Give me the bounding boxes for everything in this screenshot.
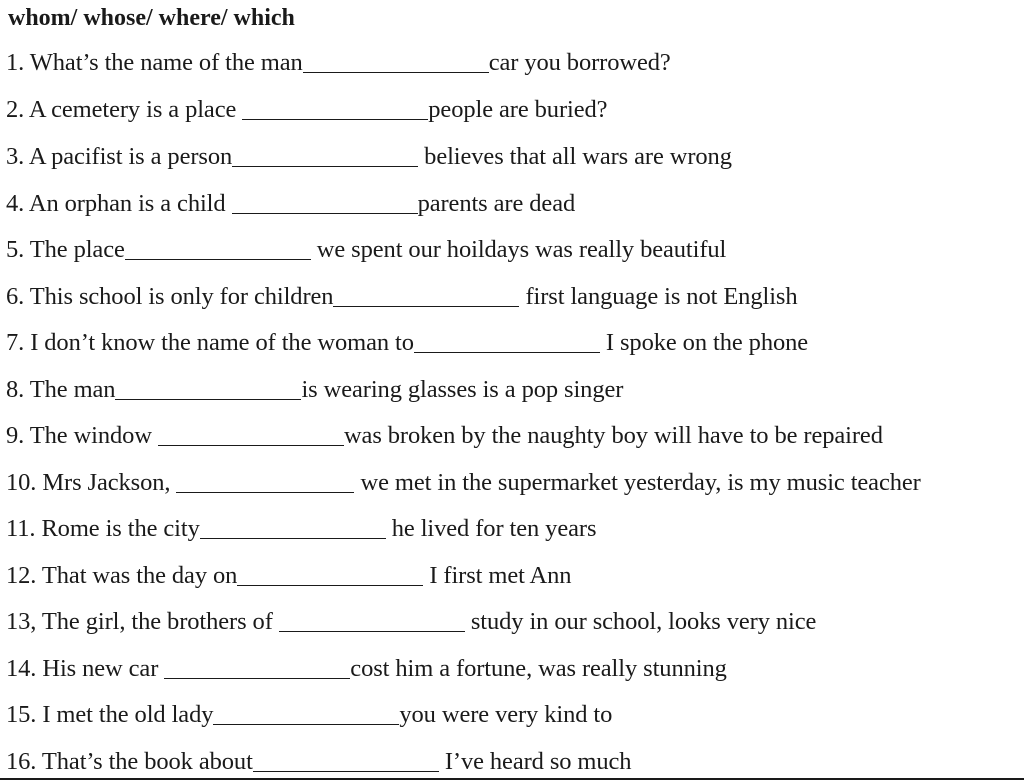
item-text-after: was broken by the naughty boy will have to be repaired <box>343 422 883 449</box>
exercise-item-8 <box>6 375 623 405</box>
exercise-item-16 <box>6 747 631 777</box>
exercise-item-3 <box>6 142 732 172</box>
answer-blank[interactable] <box>242 95 428 117</box>
item-text-before: 3. A pacifist is a person <box>6 143 233 170</box>
item-text-before: 10. Mrs Jackson, <box>6 469 177 496</box>
item-text-after: he lived for ten years <box>385 515 597 542</box>
item-text-before: 8. The man <box>6 376 116 403</box>
answer-blank[interactable] <box>200 514 386 536</box>
item-text-after: cost him a fortune, was really stunning <box>350 655 727 682</box>
answer-blank[interactable] <box>279 607 465 629</box>
answer-blank[interactable] <box>414 328 600 350</box>
answer-blank[interactable] <box>232 142 418 164</box>
item-text-after: study in our school, looks very nice <box>464 608 817 635</box>
exercise-item-6 <box>6 282 798 312</box>
item-text-before: 9. The window <box>6 422 158 449</box>
item-text-after: we spent our hoildays was really beautiful <box>310 236 727 263</box>
exercise-item-1 <box>6 48 671 78</box>
answer-blank[interactable] <box>213 700 399 722</box>
exercise-item-7 <box>6 328 808 358</box>
item-text-after: I first met Ann <box>423 562 572 589</box>
item-text-before: 12. That was the day on <box>6 562 238 589</box>
exercise-item-14 <box>6 654 727 684</box>
item-text-before: 11. Rome is the city <box>6 515 200 542</box>
item-text-after: first language is not English <box>519 283 798 310</box>
answer-blank[interactable] <box>158 421 344 443</box>
item-text-before: 5. The place <box>6 236 125 263</box>
exercise-item-9 <box>6 421 883 451</box>
bottom-border <box>0 778 1024 780</box>
item-text-before: 4. An orphan is a child <box>6 190 232 217</box>
exercise-item-10 <box>6 468 921 498</box>
item-text-before: 14. His new car <box>6 655 165 682</box>
item-text-after: is wearing glasses is a pop singer <box>301 376 624 403</box>
answer-blank[interactable] <box>115 375 301 397</box>
item-text-before: 1. What’s the name of the man <box>6 49 303 76</box>
answer-blank[interactable] <box>303 48 489 70</box>
exercise-item-4 <box>6 189 575 219</box>
item-text-before: 2. A cemetery is a place <box>6 96 243 123</box>
exercise-item-11 <box>6 514 596 544</box>
answer-blank[interactable] <box>164 654 350 676</box>
answer-blank[interactable] <box>253 747 439 769</box>
item-text-after: believes that all wars are wrong <box>418 143 732 170</box>
exercise-item-12 <box>6 561 571 591</box>
item-text-after: parents are dead <box>417 190 576 217</box>
answer-blank[interactable] <box>125 235 311 257</box>
answer-blank[interactable] <box>333 282 519 304</box>
exercise-item-13 <box>6 607 816 637</box>
item-text-before: 15. I met the old lady <box>6 701 214 728</box>
worksheet-heading: whom/ whose/ where/ which <box>8 5 295 31</box>
item-text-after: you were very kind to <box>399 701 613 728</box>
answer-blank[interactable] <box>232 189 418 211</box>
answer-blank[interactable] <box>176 468 354 490</box>
exercise-item-5 <box>6 235 726 265</box>
item-text-before: 16. That’s the book about <box>6 748 253 775</box>
item-text-before: 7. I don’t know the name of the woman to <box>6 329 414 356</box>
item-text-after: I spoke on the phone <box>599 329 809 356</box>
item-text-after: people are buried? <box>428 96 608 123</box>
item-text-after: we met in the supermarket yesterday, is my music teacher <box>354 469 921 496</box>
item-text-after: I’ve heard so much <box>438 748 632 775</box>
item-text-before: 13, The girl, the brothers of <box>6 608 279 635</box>
exercise-item-15 <box>6 700 612 730</box>
exercise-item-2 <box>6 95 607 125</box>
item-text-before: 6. This school is only for children <box>6 283 334 310</box>
item-text-after: car you borrowed? <box>488 49 671 76</box>
answer-blank[interactable] <box>237 561 423 583</box>
